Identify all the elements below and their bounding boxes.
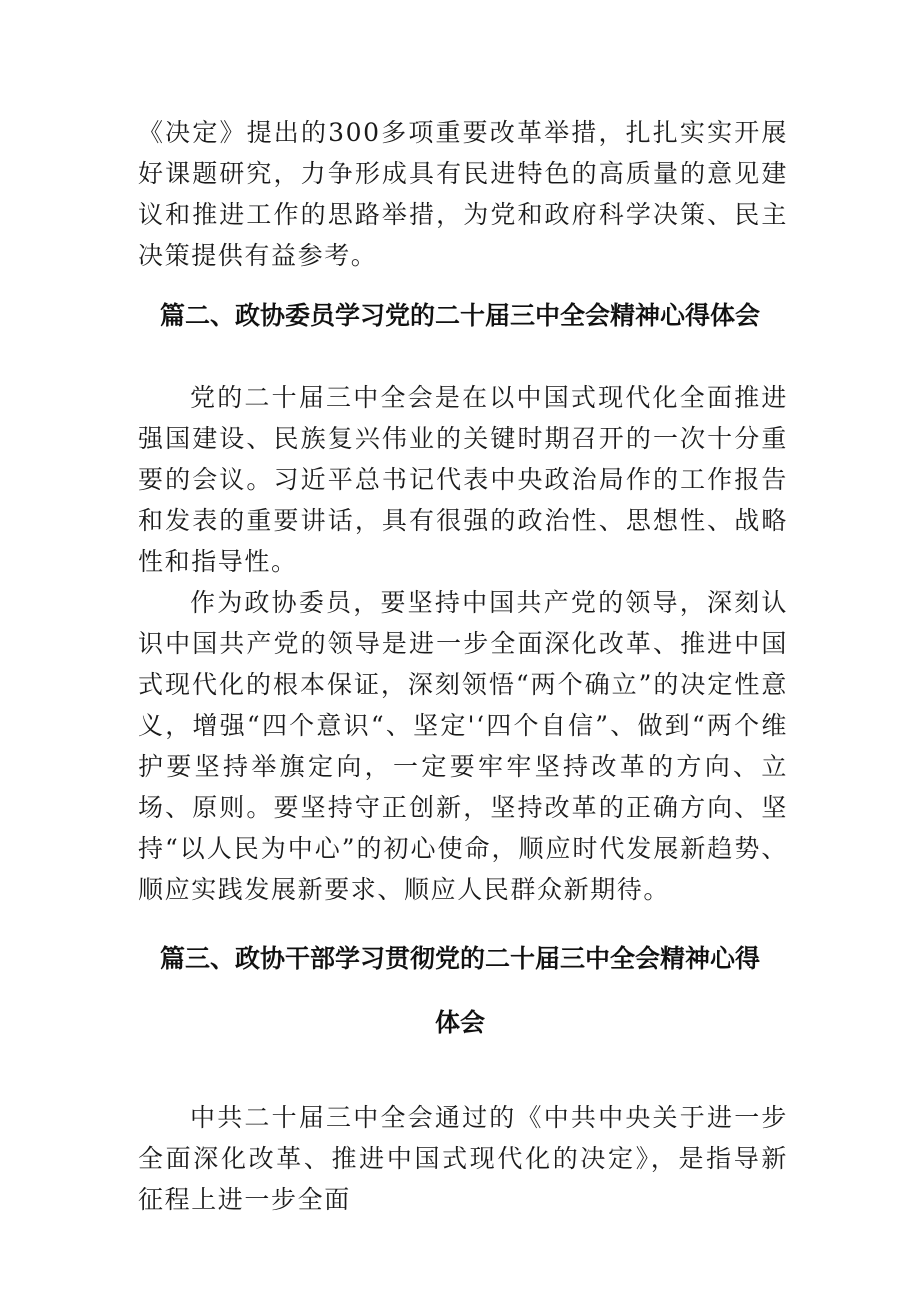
section2-title: 篇二、政协委员学习党的二十届三中全会精神心得体会 <box>159 301 760 330</box>
section2-body <box>138 377 788 910</box>
section2-paragraph-1: 党的二十届三中全会是在以中国式现代化全面推进强国建设、民族复兴伟业的关键时期召开的一次十分重要的会议。习近平总书记代表中央政治局作的工作报告和发表的重要讲话，具有很强的政治性、思想性、战略性和指导性。 <box>138 383 788 576</box>
intro-paragraph: 《决定》提出的300多项重要改革举措，扎扎实实开展好课题研究，力争形成具有民进特色的高质量的意见建议和推进工作的思路举措，为党和政府科学决策、民主决策提供有益参考。 <box>138 118 788 270</box>
section2-paragraph-2: 作为政协委员，要坚持中国共产党的领导，深刻认识中国共产党的领导是进一步全面深化改革、推进中国式现代化的根本保证，深刻领悟“两个确立”的决定性意义，增强“四个意识“、坚定'‘四个自信”、做到“两个维护要坚持举旗定向，一定要牢牢坚持改革的方向、立场、原则。要坚持守正创新，坚持改革的正确方向、坚持“以人民为中心”的初心使命，顺应时代发展新趋势、顺应实践发展新要求、顺应人民群众新期待。 <box>138 588 788 904</box>
section3-title: 篇三、政协干部学习贯彻党的二十届三中全会精神心得体会 <box>159 944 760 1037</box>
section3-paragraph-1: 中共二十届三中全会通过的《中共中央关于进一步全面深化改革、推进中国式现代化的决定》，是指导新征程上进一步全面 <box>138 1103 788 1214</box>
intro-continuation-block <box>138 112 788 276</box>
section3-body <box>138 1097 788 1220</box>
